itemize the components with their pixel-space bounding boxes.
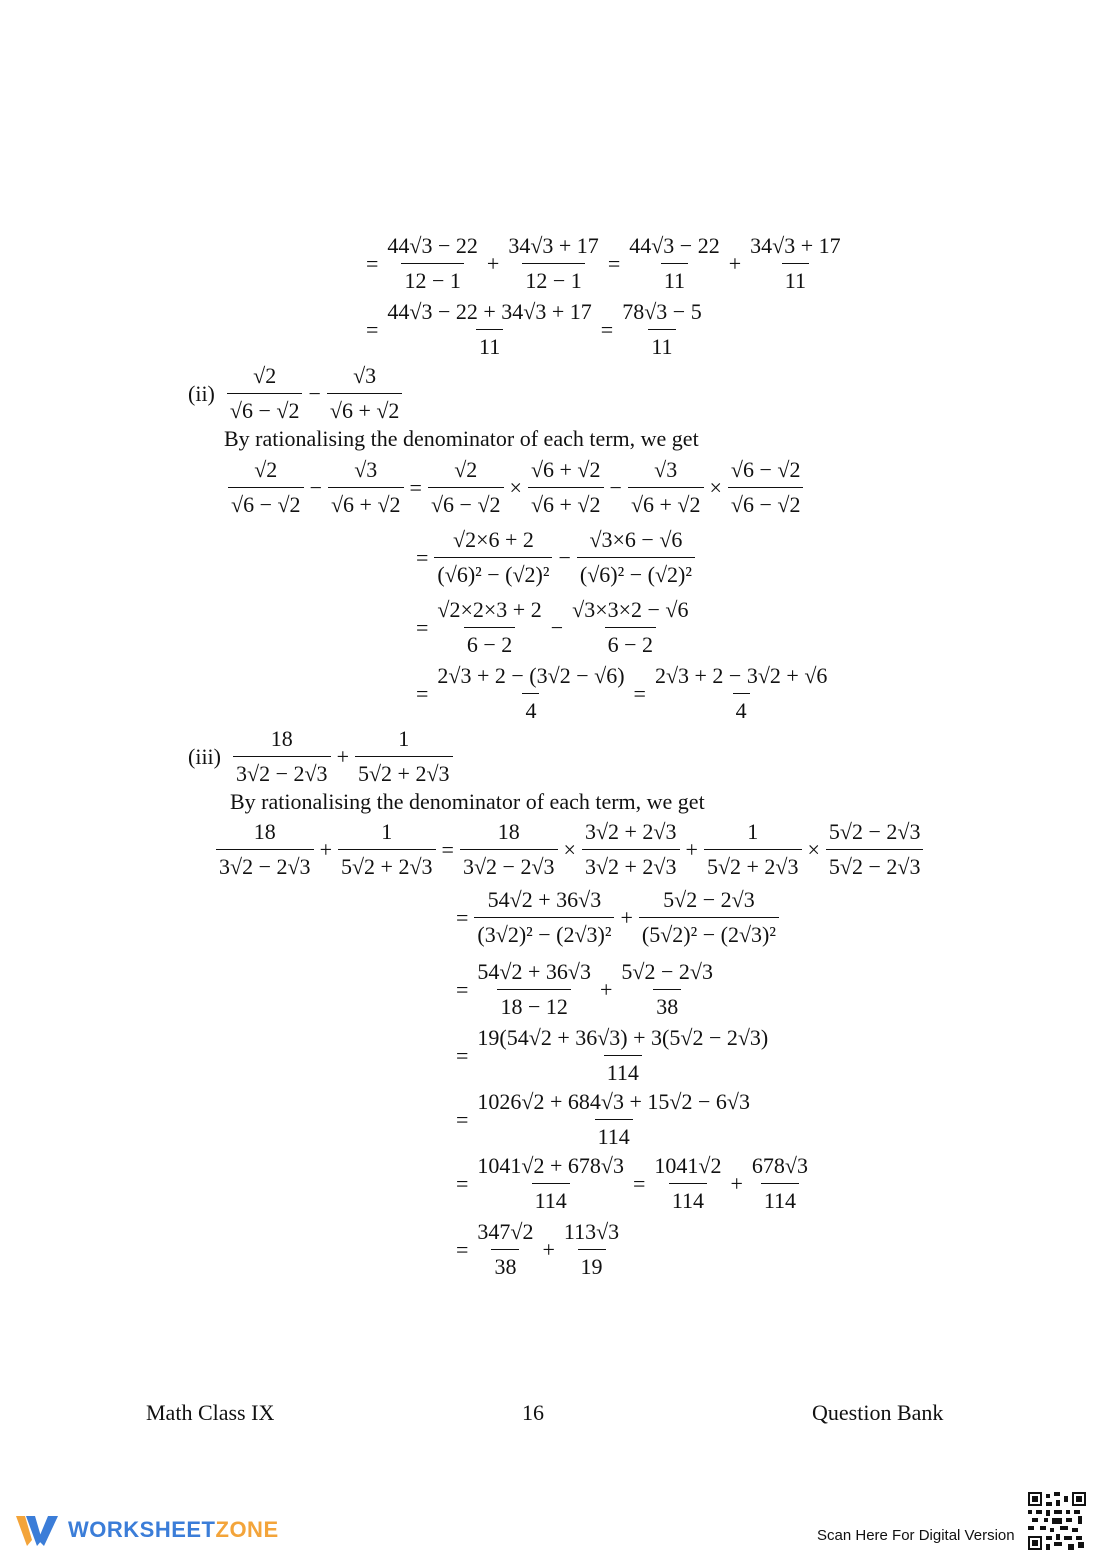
equals-sign: = xyxy=(456,976,469,1002)
question-part-iii xyxy=(188,725,455,788)
part-label: (ii) xyxy=(188,380,215,406)
numerator: 113√3 xyxy=(563,1219,620,1244)
denominator: √6 − √2 xyxy=(228,487,304,519)
denominator: 12 − 1 xyxy=(401,263,463,295)
equals-sign: = xyxy=(607,250,621,276)
minus-sign: − xyxy=(550,614,564,640)
equation-row-iii5 xyxy=(452,1088,755,1151)
fraction xyxy=(434,596,544,659)
fraction xyxy=(384,298,594,361)
numerator: √3×3×2 − √6 xyxy=(572,597,689,622)
numerator: 78√3 − 5 xyxy=(622,299,702,324)
numerator: 54√2 + 36√3 xyxy=(487,887,602,912)
equation-row-iii6 xyxy=(452,1152,813,1215)
fraction xyxy=(639,886,779,949)
plus-sign: + xyxy=(319,836,332,862)
equals-sign: = xyxy=(632,1170,646,1196)
denominator: 38 xyxy=(491,1249,519,1281)
equation-row-ii4 xyxy=(412,662,832,725)
numerator: 44√3 − 22 + 34√3 + 17 xyxy=(387,299,592,324)
denominator: 5√2 + 2√3 xyxy=(355,756,453,788)
numerator: 1026√2 + 684√3 + 15√2 − 6√3 xyxy=(477,1089,750,1114)
worksheetzone-logo[interactable] xyxy=(16,1512,279,1548)
numerator: √2 xyxy=(454,457,478,482)
fraction xyxy=(626,232,722,295)
denominator: 5√2 − 2√3 xyxy=(826,849,924,881)
denominator: √6 + √2 xyxy=(328,487,404,519)
equation-row-a2 xyxy=(362,298,707,361)
fraction xyxy=(474,886,614,949)
denominator: 114 xyxy=(761,1183,799,1215)
denominator: 6 − 2 xyxy=(605,627,656,659)
denominator: 11 xyxy=(661,263,688,295)
times-sign: × xyxy=(563,836,576,862)
numerator: √3 xyxy=(654,457,678,482)
numerator: √2×2×3 + 2 xyxy=(437,597,542,622)
minus-sign: − xyxy=(309,474,322,500)
equals-sign: = xyxy=(366,250,379,276)
fraction xyxy=(628,456,704,519)
plus-sign: + xyxy=(730,1170,743,1196)
denominator: 114 xyxy=(604,1055,642,1087)
fraction xyxy=(826,818,924,881)
numerator: 1041√2 xyxy=(654,1153,722,1178)
equation-row-iii4 xyxy=(452,1024,773,1087)
question-part-ii xyxy=(188,362,404,425)
explanation-text: By rationalising the denominator of each term, we get xyxy=(224,426,699,451)
page-number: 16 xyxy=(522,1400,544,1425)
equation-row-ii1 xyxy=(226,456,805,519)
footer-subject: Math Class IX xyxy=(146,1400,275,1425)
numerator: 18 xyxy=(253,819,276,844)
denominator: 114 xyxy=(532,1183,570,1215)
equals-sign: = xyxy=(416,614,429,640)
part-label: (iii) xyxy=(188,743,221,769)
times-sign: × xyxy=(509,474,522,500)
denominator: 114 xyxy=(595,1119,633,1151)
denominator: 4 xyxy=(733,693,750,725)
fraction xyxy=(582,818,680,881)
fraction xyxy=(651,1152,724,1215)
operator: + xyxy=(486,250,500,276)
denominator: 114 xyxy=(669,1183,707,1215)
denominator: (3√2)² − (2√3)² xyxy=(474,917,614,949)
denominator: 4 xyxy=(522,693,539,725)
numerator: √6 − √2 xyxy=(730,457,801,482)
denominator: √6 + √2 xyxy=(327,393,403,425)
equation-row-iii1 xyxy=(214,818,925,881)
equation-row-iii7 xyxy=(452,1218,624,1281)
fraction xyxy=(704,818,802,881)
equation-row-iii3 xyxy=(452,958,718,1021)
numerator: 54√2 + 36√3 xyxy=(477,959,591,984)
fraction xyxy=(652,662,830,725)
fraction xyxy=(460,818,558,881)
numerator: √3 xyxy=(353,363,377,388)
numerator: √6 + √2 xyxy=(530,457,601,482)
equation-row-iii2 xyxy=(452,886,781,949)
denominator: 11 xyxy=(782,263,809,295)
denominator: 3√2 − 2√3 xyxy=(233,756,331,788)
numerator: 1 xyxy=(747,819,759,844)
fraction xyxy=(747,232,843,295)
equals-sign: = xyxy=(456,1042,469,1068)
numerator: 2√3 + 2 − (3√2 − √6) xyxy=(437,663,625,688)
denominator: (√6)² − (√2)² xyxy=(434,557,552,589)
numerator: 347√2 xyxy=(477,1219,534,1244)
numerator: 18 xyxy=(270,726,293,751)
denominator: 6 − 2 xyxy=(464,627,515,659)
fraction xyxy=(233,725,331,788)
equals-sign: = xyxy=(456,1236,469,1262)
fraction xyxy=(474,1088,753,1151)
fraction xyxy=(384,232,480,295)
numerator: 678√3 xyxy=(751,1153,808,1178)
numerator: 5√2 − 2√3 xyxy=(621,959,713,984)
denominator: 5√2 + 2√3 xyxy=(704,849,802,881)
numerator: √3×6 − √6 xyxy=(589,527,683,552)
numerator: √2×6 + 2 xyxy=(453,527,534,552)
fraction xyxy=(505,232,601,295)
times-sign: × xyxy=(807,836,820,862)
numerator: 34√3 + 17 xyxy=(750,233,841,258)
equals-sign: = xyxy=(633,680,646,706)
numerator: 2√3 + 2 − 3√2 + √6 xyxy=(654,663,828,688)
numerator: 3√2 + 2√3 xyxy=(584,819,677,844)
minus-sign: − xyxy=(558,544,571,570)
equals-sign: = xyxy=(456,1170,469,1196)
fraction xyxy=(528,456,604,519)
numerator: 5√2 − 2√3 xyxy=(663,887,755,912)
footer-title: Question Bank xyxy=(812,1400,944,1425)
fraction xyxy=(216,818,314,881)
denominator: 11 xyxy=(648,329,675,361)
equals-sign: = xyxy=(366,316,379,342)
denominator: √6 − √2 xyxy=(428,487,504,519)
numerator: 1 xyxy=(381,819,393,844)
numerator: √3 xyxy=(354,457,378,482)
denominator: 19 xyxy=(578,1249,606,1281)
fraction xyxy=(618,958,716,1021)
numerator: 44√3 − 22 xyxy=(387,233,478,258)
denominator: 18 − 12 xyxy=(497,989,570,1021)
fraction xyxy=(474,1152,627,1215)
denominator: 12 − 1 xyxy=(522,263,584,295)
plus-sign: + xyxy=(620,904,633,930)
denominator: (√6)² − (√2)² xyxy=(577,557,695,589)
operator: + xyxy=(336,743,349,769)
fraction xyxy=(749,1152,811,1215)
brand-name-part2: ZONE xyxy=(215,1517,279,1542)
fraction xyxy=(474,1024,771,1087)
equals-sign: = xyxy=(600,316,614,342)
equals-sign: = xyxy=(456,1106,469,1132)
fraction xyxy=(577,526,695,589)
numerator: 1 xyxy=(398,726,410,751)
denominator: (5√2)² − (2√3)² xyxy=(639,917,779,949)
equals-sign: = xyxy=(416,544,429,570)
minus-sign: − xyxy=(609,474,622,500)
fraction xyxy=(569,596,691,659)
equation-row-ii2 xyxy=(412,526,697,589)
fraction xyxy=(434,662,627,725)
fraction xyxy=(328,456,404,519)
worksheetzone-w-icon xyxy=(16,1512,60,1548)
fraction xyxy=(474,1218,536,1281)
brand-name xyxy=(68,1517,279,1543)
fraction xyxy=(228,456,304,519)
denominator: 38 xyxy=(653,989,681,1021)
qr-code-icon[interactable] xyxy=(1028,1492,1086,1550)
fraction xyxy=(619,298,704,361)
denominator: 11 xyxy=(476,329,503,361)
denominator: 5√2 + 2√3 xyxy=(338,849,436,881)
denominator: 3√2 − 2√3 xyxy=(460,849,558,881)
denominator: √6 + √2 xyxy=(628,487,704,519)
equals-sign: = xyxy=(409,474,422,500)
numerator: 1041√2 + 678√3 xyxy=(477,1153,624,1178)
numerator: √2 xyxy=(254,457,278,482)
fraction xyxy=(338,818,436,881)
numerator: 18 xyxy=(497,819,520,844)
numerator: 34√3 + 17 xyxy=(508,233,599,258)
fraction xyxy=(428,456,504,519)
fraction xyxy=(355,725,453,788)
plus-sign: + xyxy=(542,1236,555,1262)
brand-name-part1: WORKSHEET xyxy=(68,1517,216,1542)
equation-row-ii3 xyxy=(412,596,694,659)
fraction xyxy=(561,1218,622,1281)
equation-row-a1 xyxy=(362,232,846,295)
equals-sign: = xyxy=(416,680,429,706)
fraction xyxy=(474,958,594,1021)
scan-text: Scan Here For Digital Version xyxy=(817,1527,1015,1544)
plus-sign: + xyxy=(685,836,698,862)
numerator: 5√2 − 2√3 xyxy=(828,819,921,844)
numerator: 19(54√2 + 36√3) + 3(5√2 − 2√3) xyxy=(477,1025,769,1050)
times-sign: × xyxy=(709,474,722,500)
fraction xyxy=(434,526,552,589)
fraction xyxy=(227,362,303,425)
denominator: √6 − √2 xyxy=(227,393,303,425)
fraction xyxy=(327,362,403,425)
fraction xyxy=(728,456,804,519)
numerator: √2 xyxy=(253,363,277,388)
explanation-text: By rationalising the denominator of each term, we get xyxy=(230,789,705,814)
equals-sign: = xyxy=(441,836,454,862)
operator: + xyxy=(728,250,742,276)
equals-sign: = xyxy=(456,904,469,930)
operator: − xyxy=(308,380,321,406)
numerator: 44√3 − 22 xyxy=(629,233,720,258)
denominator: 3√2 + 2√3 xyxy=(582,849,680,881)
denominator: 3√2 − 2√3 xyxy=(216,849,314,881)
denominator: √6 + √2 xyxy=(528,487,604,519)
plus-sign: + xyxy=(599,976,613,1002)
denominator: √6 − √2 xyxy=(728,487,804,519)
